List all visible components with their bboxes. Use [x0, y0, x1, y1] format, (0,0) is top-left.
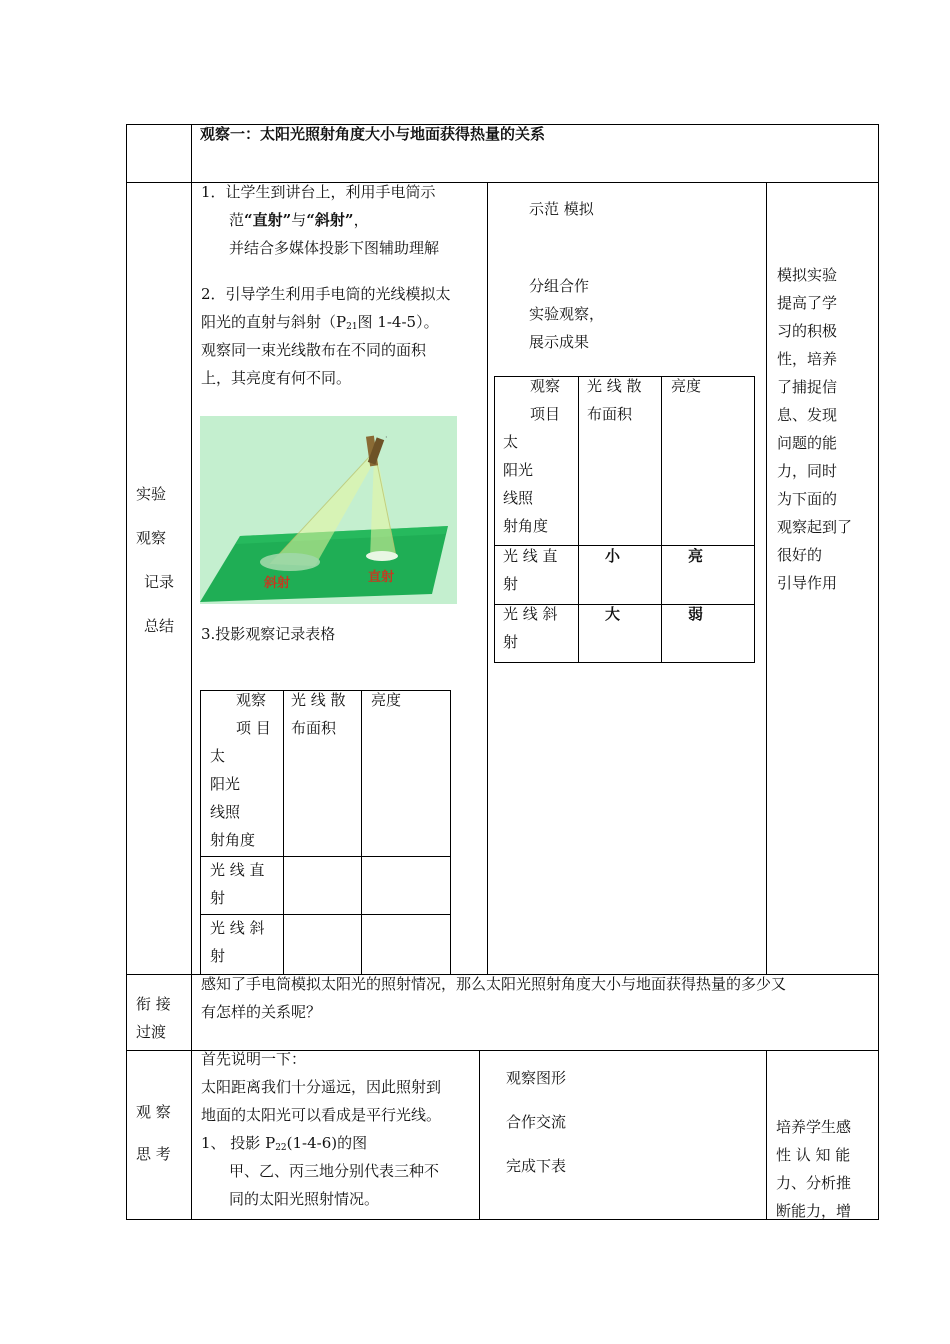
- student-activity-3: 实验观察，: [529, 305, 605, 323]
- lt-h3: 亮度: [371, 691, 402, 709]
- step3-caption: 3.投影观察记录表格: [201, 625, 336, 643]
- rt-r2-0: 光 线 斜: [503, 605, 558, 623]
- intent-8: 力，同时: [777, 462, 838, 480]
- table-border-left: [126, 124, 127, 1220]
- rt-h1-2: 太: [503, 433, 519, 451]
- rt-h3: 亮度: [671, 377, 702, 395]
- student-activity-4: 展示成果: [529, 333, 590, 351]
- observe-intent-4: 断能力，增: [776, 1202, 852, 1220]
- observe-line-4: 1、 投影 $P_{22}(1-4-6)$的图: [201, 1134, 368, 1153]
- table-col-divider-2b: [479, 1050, 480, 1220]
- right-table-col2: [661, 376, 662, 663]
- intent-5: 了捕捉信: [777, 378, 838, 396]
- rt-h1-4: 线照: [503, 489, 534, 507]
- intent-6: 息、发现: [777, 406, 838, 424]
- lt-r2-0: 光 线 斜: [210, 919, 265, 937]
- rt-r1-1: 射: [503, 575, 519, 593]
- left-table-col1: [283, 690, 284, 975]
- lt-h1-2: 太: [210, 747, 226, 765]
- side-label-line2: 观察: [136, 529, 167, 547]
- transition-label-1: 衔 接: [136, 995, 171, 1013]
- rt-h2-0: 光 线 散: [587, 377, 642, 395]
- intent-11: 很好的: [777, 546, 823, 564]
- rt-r1-0: 光 线 直: [503, 547, 558, 565]
- step2-line1: 2．引导学生利用手电筒的光线模拟太: [201, 285, 451, 303]
- step1-line1: 1．让学生到讲台上，利用手电筒示: [201, 183, 436, 201]
- lt-h1-5: 射角度: [210, 831, 256, 849]
- side-label-line1: 实验: [136, 485, 167, 503]
- step1-oblique: “斜射”: [306, 211, 354, 229]
- step1-mid: 与: [291, 211, 307, 229]
- observe-line-5: 甲、乙、丙三地分别代表三种不: [229, 1162, 440, 1180]
- left-table-right: [450, 690, 451, 975]
- rt-h2-1: 布面积: [587, 405, 633, 423]
- observe-line-2: 太阳距离我们十分遥远，因此照射到: [201, 1078, 442, 1096]
- side-label-line4: 总结: [144, 617, 175, 635]
- transition-text-1: 感知了手电筒模拟太阳光的照射情况，那么太阳光照射角度大小与地面获得热量的多少又: [201, 975, 787, 993]
- table-col-divider-3b: [766, 1050, 767, 1220]
- side-label-line3: 记录: [144, 573, 175, 591]
- intent-1: 模拟实验: [777, 266, 838, 284]
- intent-12: 引导作用: [777, 574, 838, 592]
- section-title: 观察一：太阳光照射角度大小与地面获得热量的关系: [200, 125, 546, 143]
- intent-3: 习的积极: [777, 322, 838, 340]
- step1-line3: 并结合多媒体投影下图辅助理解: [229, 239, 440, 257]
- lt-h1-1: 项 目: [236, 719, 271, 737]
- flashlight-figure: [200, 416, 457, 604]
- rt-r2-brightness: 弱: [688, 605, 704, 623]
- step1-line2: [229, 206, 369, 234]
- rt-h1-0: 观察: [530, 377, 561, 395]
- step1-direct: “直射”: [244, 211, 292, 229]
- left-table-left: [200, 690, 201, 975]
- lt-r2-1: 射: [210, 947, 226, 965]
- rt-r2-area: 大: [605, 605, 621, 623]
- observe-label-2: 思 考: [136, 1145, 171, 1163]
- observe-line-1: 首先说明一下：: [201, 1050, 307, 1068]
- observe-intent-3: 力、分析推: [776, 1174, 852, 1192]
- student-activity-1: 示范 模拟: [529, 200, 594, 218]
- step2-line2: 阳光的直射与斜射（$P_{21}$图 1-4-5）。: [201, 313, 439, 332]
- rt-h1-5: 射角度: [503, 517, 549, 535]
- left-table-col2: [361, 690, 362, 975]
- right-table-col1: [578, 376, 579, 663]
- svg-text:·: ·: [385, 433, 388, 442]
- lt-h2-1: 布面积: [291, 719, 337, 737]
- step1-prefix: 范: [229, 211, 245, 229]
- intent-4: 性，培养: [777, 350, 838, 368]
- lt-r1-0: 光 线 直: [210, 861, 265, 879]
- right-table-bottom: [494, 662, 754, 663]
- step1-suffix: ，: [353, 211, 369, 229]
- observe-intent-2: 性 认 知 能: [776, 1146, 851, 1164]
- right-table-right: [754, 376, 755, 663]
- lt-h1-3: 阳光: [210, 775, 241, 793]
- observe-line-3: 地面的太阳光可以看成是平行光线。: [201, 1106, 442, 1124]
- intent-9: 为下面的: [777, 490, 838, 508]
- observe-label-1: 观 察: [136, 1103, 171, 1121]
- lt-r1-1: 射: [210, 889, 226, 907]
- observe-activity-1: 观察图形: [506, 1069, 567, 1087]
- rt-h1-3: 阳光: [503, 461, 534, 479]
- figure-label-oblique: 斜射: [264, 576, 291, 591]
- observe-line-6: 同的太阳光照射情况。: [229, 1190, 380, 1208]
- right-table-left: [494, 376, 495, 663]
- lt-h2-0: 光 线 散: [291, 691, 346, 709]
- lt-h1-0: 观察: [236, 691, 267, 709]
- intent-2: 提高了学: [777, 294, 838, 312]
- figure-label-direct: 直射: [368, 570, 395, 585]
- step2-line4: 上，其亮度有何不同。: [201, 369, 352, 387]
- transition-text-2: 有怎样的关系呢？: [201, 1003, 322, 1021]
- intent-7: 问题的能: [777, 434, 838, 452]
- table-col-divider-2a: [487, 182, 488, 975]
- intent-10: 观察起到了: [777, 518, 853, 536]
- observe-activity-2: 合作交流: [506, 1113, 567, 1131]
- observe-intent-1: 培养学生感: [776, 1118, 852, 1136]
- observe-activity-3: 完成下表: [506, 1157, 567, 1175]
- rt-r1-area: 小: [605, 547, 621, 565]
- step2-line3: 观察同一束光线散布在不同的面积: [201, 341, 427, 359]
- student-activity-2: 分组合作: [529, 277, 590, 295]
- flashlight-illustration: [200, 416, 457, 604]
- table-col-divider-1: [191, 124, 192, 1220]
- rt-h1-1: 项目: [530, 405, 561, 423]
- rt-r2-1: 射: [503, 633, 519, 651]
- table-col-divider-3a: [766, 182, 767, 975]
- table-border-right: [878, 124, 879, 1220]
- rt-r1-brightness: 亮: [688, 547, 704, 565]
- transition-label-2: 过渡: [136, 1023, 167, 1041]
- lt-h1-4: 线照: [210, 803, 241, 821]
